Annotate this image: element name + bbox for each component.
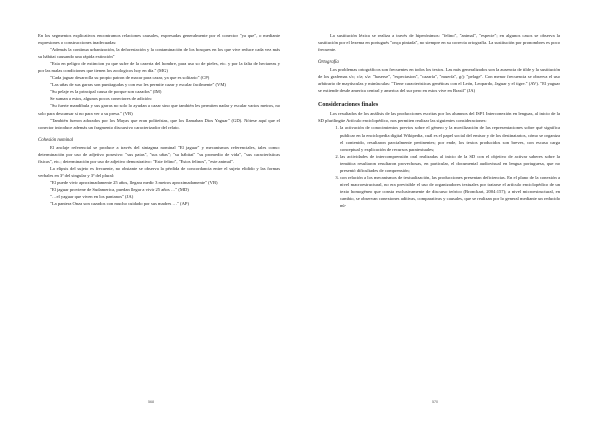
list-item: 1. la activación de conocimientos previos sobre el género y la movilización de las representaciones sobre qué significa publicar en la enciclopedia digital Wikipedia, cuál es el papel social del emisor y de los destinatarios, cómo se organiza el contenido, resultaron parcialmente pertinentes; por ende, los textos producidos son breves, con escasa carga conceptual y explicación de recursos paratextuales; (340, 124, 560, 152)
quote: "…el yaguar que viven en los pantanos" (JA) (50, 194, 134, 200)
quote: "La pantera Onza son cazados con mucho cuidado por sus madres …" (AP) (50, 201, 189, 207)
quote: "El puede vivir aproximadamente 25 años, llegara medir 3 metros aproximadamente" (VB) (50, 179, 218, 185)
quote: "Además la continua urbanización, la deforestación y la contaminación de los bosques en los que vive reduce cada vez más su hábitat causando una rápida extinción" (38, 47, 280, 60)
page-number: 568 (148, 400, 154, 404)
quote: "Las uñas de sus garras son puntiagudas y con eso les permite cazar y escalar facilmente" (VM) (50, 82, 226, 88)
right-page (300, 0, 600, 424)
quote: "El jaguar proviene de Sudamerica, puedan llegar a vivir 25 años …" (MD) (50, 186, 189, 192)
paragraph: En los segmentos explicativos encontramos relaciones causales, expresadas generalmente por el conector "ya que", o mediante expresiones o construcciones inadecuadas: (38, 33, 280, 46)
list-item: 3. con relación a los mecanismos de textualización, las producciones presentan deficiencias. En el plano de la conexión a nivel macroestructural, no era previsible el uso de organizadores textuales por tratarse el artículo enciclopédico de un texto homogéneo que consta exclusivamente de discurso teórico (Bronckart, 2004:157); a nivel microestructural, en cambio, se observan conexiones aditivas, comparativas y causales, que se realizan por lo general mediante un reducido nú- (340, 174, 560, 209)
quote: "Cada jaguar desarrolla su propio patron de macar para cazar, ya que es solitario" (CP) (50, 75, 210, 81)
paragraph: Se suman a estos, algunos pocos conectores de adición: (50, 96, 152, 102)
quote: "Su fuerte mandibula y sus garras no solo lo ayudan a cazar sino que también les permiten nadar y escalar varios metros, no solo para descansar si no para ver a su presa." (VB) (38, 103, 280, 116)
paragraph: La elipsis del sujeto es frecuente, no obstante se observa la pérdida de concordancia entre el sujeto elidido y las formas verbales en 3ª del singular y 3ª del plural: (38, 165, 280, 178)
section-heading: Ortografía (318, 60, 339, 66)
section-heading: Cohesión nominal (38, 137, 74, 143)
quote: "Su pelaje es la principal causa de porque son cazados" (IM) (50, 89, 162, 95)
paragraph: El anclaje referencial se produce a través del sintagma nominal "El jaguar" y mecanismos referenciales, tales como: determinación por uso de adjetivo posesivo: "sus patas", "sus uñas"; "su hábitat" "su promedio de vida", "sus características físicas", etc.; determinación por uso de adjetivo demostrativo: "Este felino", "Estos felinos", "este animal". (38, 144, 280, 164)
considerations-list (318, 124, 560, 209)
list-item: 2. las actividades de intercomprensión oral realizadas al inicio de la SD con el objetivo de activar saberes sobre la temática resultaron resultaron provechosas, en particular, el documental audiovisual en lengua portuguesa, que no presentó dificultades de comprensión; (340, 153, 560, 174)
paragraph: La sustitución léxica se realiza a través de hiperónimos: "felino", "animal", "especie"; en algunos casos se observa la sustitución por el lexema en portugués "onça pintada", no siempre en su correcta ortografía. La sustitución por pronombres es poco frecuente. (318, 33, 560, 53)
paragraph: Los problemas ortográficos son frecuentes en todos los textos. Las más generalizados son la ausencia de tilde y la sustitución de los grafemas s/c; c/z; s/z: "haserse", "especiasion", "cazaría", "muerfa", g/j: "pelage". Con menor frecuencia se observa el uso arbitrario de mayúsculas y minúsculas: "Tiene caracteristicas genéticas con el León, Leopardo, Jaguar y el tigre." (AV). "El yaguar se extiende desde america central y america del sur pero en estos vive en Brasil" (JA) (318, 67, 560, 94)
section-heading-final: Consideraciones finales (318, 102, 379, 109)
page-number: 570 (432, 400, 438, 404)
paragraph: Los resultados de los análisis de las producciones escritas por los alumnos del ISP1 Interconexión en lenguas, al inicio de la SD plurilingüe Artículo enciclopédico, nos permiten realizar las siguientes consideraciones: (318, 111, 560, 124)
quote: "Esta en peligro de extincion ya que sufre de la cazeria del hombre, para uso so de pieles, etc. y por la falta de hectareas y por las malas condiciones que tienen los zoologicos hoy en día." (MG) (38, 61, 280, 74)
quote: "También fueron adorados por los Mayas que eran politeístas, que los llamaban Dios Yaguar" (GD). Nótese aquí que el conector introduce además un fragmento discursivo caracterizador del relato. (38, 117, 280, 130)
